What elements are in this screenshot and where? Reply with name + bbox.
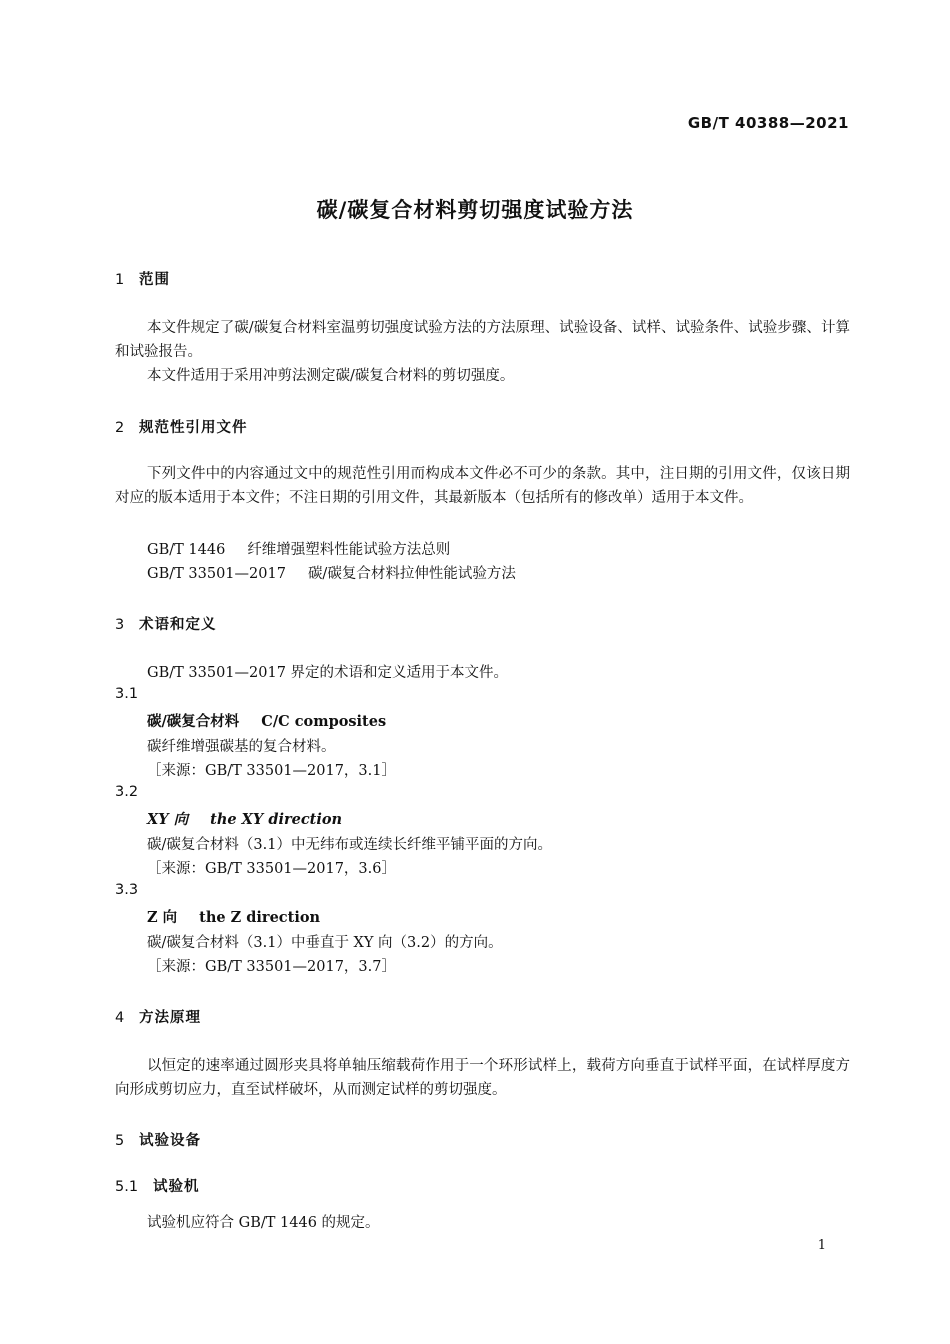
section-title: 规范性引用文件 xyxy=(139,420,248,436)
term-definition: 碳/碳复合材料（3.1）中无纬布或连续长纤维平铺平面的方向。 xyxy=(147,837,552,853)
term-number: 3.3 xyxy=(115,882,139,898)
term-number: 3.2 xyxy=(115,784,139,800)
reference-code: GB/T 33501—2017 xyxy=(147,566,286,582)
section-title: 术语和定义 xyxy=(139,617,217,633)
paragraph: 本文件适用于采用冲剪法测定碳/碳复合材料的剪切强度。 xyxy=(147,368,515,384)
section-title: 方法原理 xyxy=(139,1010,201,1026)
term-definition: 碳/碳复合材料（3.1）中垂直于 XY 向（3.2）的方向。 xyxy=(147,935,503,951)
section-number: 2 xyxy=(115,420,125,436)
section-number: 1 xyxy=(115,272,125,288)
paragraph: 本文件规定了碳/碳复合材料室温剪切强度试验方法的方法原理、试验设备、试样、试验条件、试验步骤、计算和试验报告。 xyxy=(115,320,850,360)
section-title: 范围 xyxy=(139,272,170,288)
paragraph: 以恒定的速率通过圆形夹具将单轴压缩载荷作用于一个环形试样上，载荷方向垂直于试样平面，在试样厚度方向形成剪切应力，直至试样破坏，从而测定试样的剪切强度。 xyxy=(115,1058,850,1098)
reference-code: GB/T 1446 xyxy=(147,542,226,558)
paragraph: GB/T 33501—2017 界定的术语和定义适用于本文件。 xyxy=(147,665,509,681)
term-source: ［来源：GB/T 33501—2017，3.1］ xyxy=(147,763,396,779)
reference-item xyxy=(147,562,516,583)
section-number: 4 xyxy=(115,1010,125,1026)
section-4-heading xyxy=(115,1006,201,1027)
term-zh: XY 向 xyxy=(147,811,189,828)
paragraph: 下列文件中的内容通过文中的规范性引用而构成本文件必不可少的条款。其中，注日期的引用文件，仅该日期对应的版本适用于本文件；不注日期的引用文件，其最新版本（包括所有的修改单）适用于本文件。 xyxy=(115,466,850,506)
section-2-heading xyxy=(115,416,248,437)
term-en: the XY direction xyxy=(210,811,343,828)
term-definition: 碳纤维增强碳基的复合材料。 xyxy=(147,739,336,755)
term-entry xyxy=(147,710,386,731)
section-number: 5 xyxy=(115,1133,125,1149)
term-source: ［来源：GB/T 33501—2017，3.6］ xyxy=(147,861,396,877)
term-en: the Z direction xyxy=(199,909,321,926)
reference-name: 纤维增强塑料性能试验方法总则 xyxy=(247,542,451,558)
section-5-heading xyxy=(115,1129,201,1150)
term-zh: Z 向 xyxy=(147,909,178,926)
reference-name: 碳/碳复合材料拉伸性能试验方法 xyxy=(307,566,516,582)
paragraph: 试验机应符合 GB/T 1446 的规定。 xyxy=(147,1215,380,1231)
section-number: 3 xyxy=(115,617,125,633)
term-en: C/C composites xyxy=(261,713,387,730)
term-number: 3.1 xyxy=(115,686,139,702)
section-1-heading xyxy=(115,268,170,289)
section-title: 试验设备 xyxy=(139,1133,201,1149)
page-number: 1 xyxy=(817,1238,826,1253)
subsection-title: 试验机 xyxy=(153,1179,200,1195)
subsection-5-1-heading xyxy=(115,1175,200,1196)
term-entry xyxy=(147,906,320,927)
document-title: 碳/碳复合材料剪切强度试验方法 xyxy=(316,198,634,222)
standard-number: GB/T 40388—2021 xyxy=(687,114,849,132)
reference-item xyxy=(147,538,450,559)
term-zh: 碳/碳复合材料 xyxy=(147,713,240,730)
term-entry xyxy=(147,808,342,829)
subsection-number: 5.1 xyxy=(115,1179,139,1195)
term-source: ［来源：GB/T 33501—2017，3.7］ xyxy=(147,959,396,975)
section-3-heading xyxy=(115,613,217,634)
